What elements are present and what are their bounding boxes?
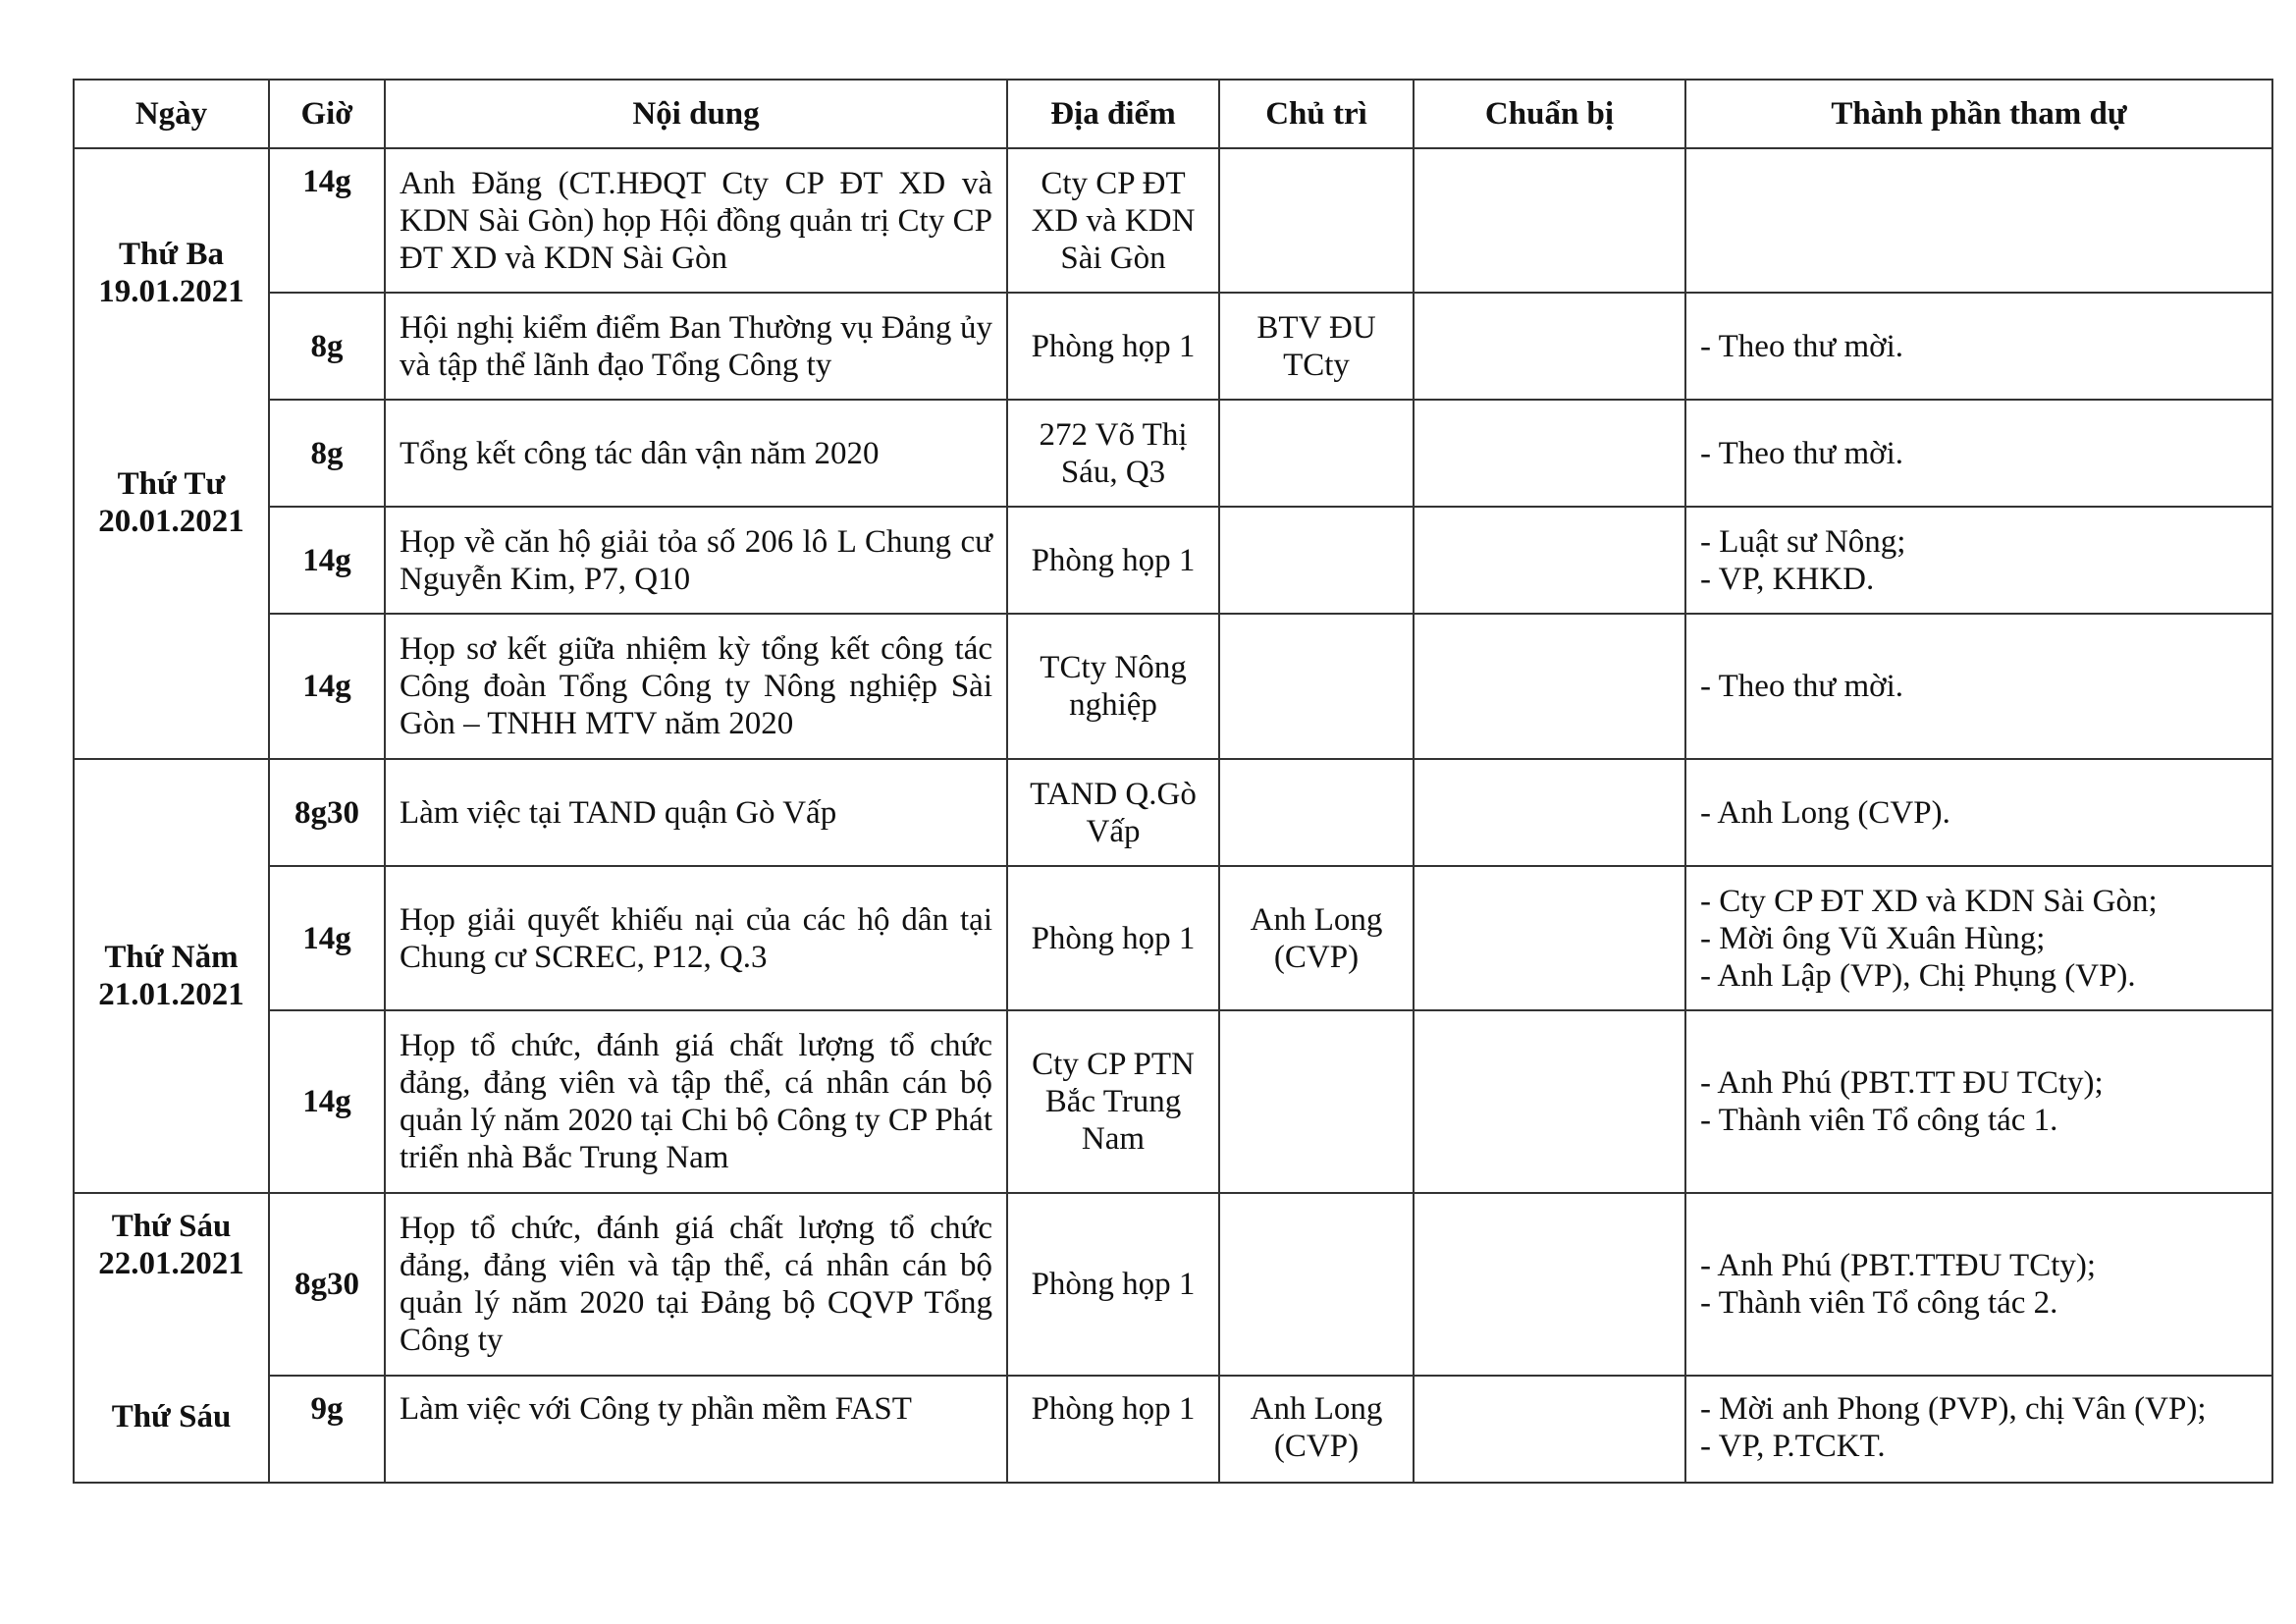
table-row (74, 148, 2272, 293)
host-cell (1219, 1193, 1414, 1376)
attendees-cell (1685, 866, 2272, 1010)
location-cell: 272 Võ Thị Sáu, Q3 (1007, 400, 1219, 507)
prep-cell (1414, 507, 1685, 614)
header-location: Địa điểm (1007, 80, 1219, 148)
attendee-line: - VP, P.TCKT. (1700, 1429, 1886, 1464)
header-row (74, 80, 2272, 148)
location-cell: Phòng họp 1 (1007, 507, 1219, 614)
content-cell: Họp sơ kết giữa nhiệm kỳ tổng kết công tác Công đoàn Tổng Công ty Nông nghiệp Sài Gòn – TNHH MTV năm 2020 (385, 614, 1007, 759)
day-weekday: Thứ Sáu (111, 1209, 232, 1244)
prep-cell (1414, 1010, 1685, 1193)
time-cell: 14g (269, 507, 385, 614)
header-attendees: Thành phần tham dự (1685, 80, 2272, 148)
location-cell: Phòng họp 1 (1007, 293, 1219, 400)
day-date: 22.01.2021 (98, 1246, 244, 1281)
attendee-line: - Anh Phú (PBT.TTĐU TCty); (1700, 1248, 2097, 1283)
table-row (74, 1010, 2272, 1193)
time-cell: 14g (269, 1010, 385, 1193)
attendees-cell (1685, 507, 2272, 614)
table-row (74, 759, 2272, 866)
host-cell: Anh Long (CVP) (1219, 866, 1414, 1010)
host-cell (1219, 507, 1414, 614)
header-day: Ngày (74, 80, 269, 148)
day-date: 21.01.2021 (98, 977, 244, 1012)
header-host: Chủ trì (1219, 80, 1414, 148)
attendee-line: - Thành viên Tổ công tác 1. (1700, 1103, 2058, 1138)
prep-cell (1414, 148, 1685, 293)
attendees-cell (1685, 148, 2272, 293)
prep-cell (1414, 400, 1685, 507)
attendee-line: - Theo thư mời. (1700, 435, 1904, 471)
host-cell (1219, 400, 1414, 507)
header-prep: Chuẩn bị (1414, 80, 1685, 148)
attendee-line: - Mời ông Vũ Xuân Hùng; (1700, 920, 2046, 956)
host-cell: Anh Long (CVP) (1219, 1376, 1414, 1483)
attendee-line: - VP, KHKD. (1700, 561, 1875, 597)
prep-cell (1414, 1376, 1685, 1483)
day-weekday: Thứ Tư (117, 466, 226, 502)
prep-cell (1414, 614, 1685, 759)
attendees-cell (1685, 1193, 2272, 1376)
location-cell: Phòng họp 1 (1007, 1376, 1219, 1483)
prep-cell (1414, 866, 1685, 1010)
time-cell: 8g (269, 400, 385, 507)
content-cell: Họp về căn hộ giải tỏa số 206 lô L Chung cư Nguyễn Kim, P7, Q10 (385, 507, 1007, 614)
table-row (74, 1376, 2272, 1483)
attendees-cell (1685, 1010, 2272, 1193)
day-cell-fri (74, 1193, 269, 1483)
time-cell: 14g (269, 866, 385, 1010)
location-cell: TAND Q.Gò Vấp (1007, 759, 1219, 866)
attendee-line: - Cty CP ĐT XD và KDN Sài Gòn; (1700, 883, 2158, 919)
host-cell (1219, 1010, 1414, 1193)
attendees-cell (1685, 293, 2272, 400)
host-cell (1219, 759, 1414, 866)
location-cell: Phòng họp 1 (1007, 1193, 1219, 1376)
time-cell: 8g (269, 293, 385, 400)
location-cell: Phòng họp 1 (1007, 866, 1219, 1010)
content-cell: Tổng kết công tác dân vận năm 2020 (385, 400, 1007, 507)
attendee-line: - Luật sư Nông; (1700, 523, 1906, 560)
header-time: Giờ (269, 80, 385, 148)
day-cell-thu (74, 759, 269, 1193)
table-row (74, 400, 2272, 507)
schedule-table (73, 79, 2273, 1484)
prep-cell (1414, 1193, 1685, 1376)
content-cell: Họp giải quyết khiếu nại của các hộ dân tại Chung cư SCREC, P12, Q.3 (385, 866, 1007, 1010)
prep-cell (1414, 759, 1685, 866)
host-cell (1219, 614, 1414, 759)
location-cell: Cty CP PTN Bắc Trung Nam (1007, 1010, 1219, 1193)
time-cell: 14g (269, 148, 385, 293)
content-cell: Họp tổ chức, đánh giá chất lượng tổ chức đảng, đảng viên và tập thể, cá nhân cán bộ quản lý năm 2020 tại Đảng bộ CQVP Tổng Công ty (385, 1193, 1007, 1376)
table-row (74, 866, 2272, 1010)
attendees-cell (1685, 400, 2272, 507)
table-row (74, 507, 2272, 614)
table-row (74, 293, 2272, 400)
attendee-line: - Theo thư mời. (1700, 328, 1904, 364)
time-cell: 14g (269, 614, 385, 759)
day-date: 19.01.2021 (98, 274, 244, 309)
attendee-line: - Anh Lập (VP), Chị Phụng (VP). (1700, 957, 2136, 994)
attendee-line: - Anh Long (CVP). (1700, 794, 1950, 831)
day-date: 20.01.2021 (98, 504, 244, 539)
day-weekday: Thứ Ba (119, 237, 224, 272)
day-weekday: Thứ Sáu (111, 1399, 232, 1435)
content-cell: Anh Đăng (CT.HĐQT Cty CP ĐT XD và KDN Sài Gòn) họp Hội đồng quản trị Cty CP ĐT XD và KDN Sài Gòn (385, 148, 1007, 293)
time-cell: 8g30 (269, 1193, 385, 1376)
table-row (74, 614, 2272, 759)
time-cell: 8g30 (269, 759, 385, 866)
host-cell: BTV ĐU TCty (1219, 293, 1414, 400)
attendees-cell (1685, 1376, 2272, 1483)
attendee-line: - Mời anh Phong (PVP), chị Vân (VP); (1700, 1391, 2207, 1427)
day-weekday: Thứ Năm (104, 940, 239, 975)
prep-cell (1414, 293, 1685, 400)
time-cell: 9g (269, 1376, 385, 1483)
attendee-line: - Thành viên Tổ công tác 2. (1700, 1285, 2058, 1321)
attendees-cell (1685, 614, 2272, 759)
location-cell: TCty Nông nghiệp (1007, 614, 1219, 759)
content-cell: Làm việc với Công ty phần mềm FAST (385, 1376, 1007, 1483)
attendee-line: - Anh Phú (PBT.TT ĐU TCty); (1700, 1065, 2104, 1101)
location-cell: Cty CP ĐT XD và KDN Sài Gòn (1007, 148, 1219, 293)
content-cell: Họp tổ chức, đánh giá chất lượng tổ chức đảng, đảng viên và tập thể, cá nhân cán bộ quản lý năm 2020 tại Chi bộ Công ty CP Phát triển nhà Bắc Trung Nam (385, 1010, 1007, 1193)
attendees-cell (1685, 759, 2272, 866)
attendee-line: - Theo thư mời. (1700, 669, 1904, 704)
table-row (74, 1193, 2272, 1376)
day-cell-tue-wed (74, 148, 269, 759)
host-cell (1219, 148, 1414, 293)
content-cell: Hội nghị kiểm điểm Ban Thường vụ Đảng ủy và tập thể lãnh đạo Tổng Công ty (385, 293, 1007, 400)
header-content: Nội dung (385, 80, 1007, 148)
content-cell: Làm việc tại TAND quận Gò Vấp (385, 759, 1007, 866)
